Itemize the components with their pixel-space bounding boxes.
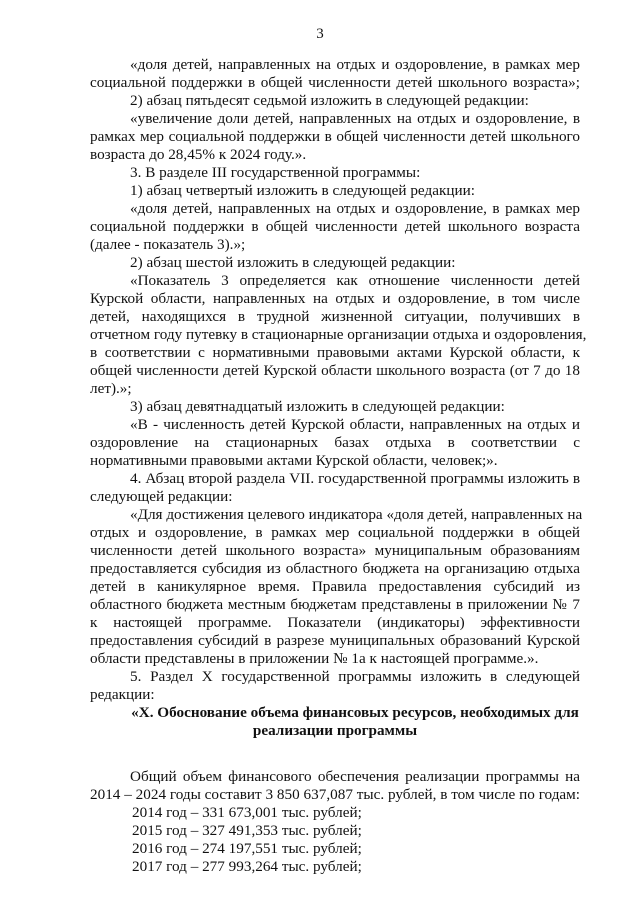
text-line: 2) абзац шестой изложить в следующей редакции: — [130, 254, 456, 271]
text-line: предоставляется субсидия из областного бюджета на организацию отдыха — [90, 560, 580, 577]
text-line: 3. В разделе III государственной программы: — [130, 164, 421, 181]
text-line: рамках мер социальной поддержки в общей численности детей школьного — [90, 128, 580, 145]
text-line: отчетном году путевку в стационарные организации отдыха и оздоровления, — [90, 326, 587, 343]
text-line: 2) абзац пятьдесят седьмой изложить в следующей редакции: — [130, 92, 529, 109]
text-line: 3) абзац девятнадцатый изложить в следующей редакции: — [130, 398, 505, 415]
text-line: области представлены в приложении № 1а к настоящей программе.». — [90, 650, 539, 667]
text-line: численности детей школьного возраста» муниципальным образованиям — [90, 542, 580, 559]
text-line: социальной поддержки в общей численности детей школьного возраста — [90, 218, 580, 235]
text-line: Общий объем финансового обеспечения реализации программы на — [130, 768, 580, 785]
text-line: в соответствии с нормативными правовыми актами Курской области, к — [90, 344, 580, 361]
text-line: Курской области, направленных на отдых и оздоровление, в том числе — [90, 290, 580, 307]
text-line: к настоящей программе. Показатели (индикаторы) эффективности — [90, 614, 580, 631]
yearly-financing-list — [90, 804, 580, 876]
text-line: общей численности детей Курской области школьного возраста (от 7 до 18 — [90, 362, 580, 379]
text-line: отдых и оздоровление, в рамках мер социальной поддержки в общей — [90, 524, 580, 541]
spacer — [90, 740, 580, 768]
text-line: нормативными правовыми актами Курской области, человек;». — [90, 452, 498, 469]
text-line: следующей редакции: — [90, 488, 233, 505]
page-number: 3 — [316, 26, 324, 42]
text-line: «доля детей, направленных на отдых и оздоровление, в рамках мер — [130, 200, 580, 217]
text-line: 5. Раздел X государственной программы изложить в следующей — [130, 668, 580, 685]
text-line: социальной поддержки в общей численности детей школьного возраста»; — [90, 74, 580, 91]
text-line: «Для достижения целевого индикатора «доля детей, направленных на — [130, 506, 583, 523]
text-line: детей в каникулярное время. Правила предоставления субсидий из — [90, 578, 580, 595]
text-line: «В - численность детей Курской области, направленных на отдых и — [130, 416, 580, 433]
text-line: «Показатель 3 определяется как отношение численности детей — [130, 272, 580, 289]
year-financing-item: 2014 год – 331 673,001 тыс. рублей; — [132, 804, 362, 821]
year-financing-item: 2015 год – 327 491,353 тыс. рублей; — [132, 822, 362, 839]
text-line: «доля детей, направленных на отдых и оздоровление, в рамках мер — [130, 56, 580, 73]
section-heading — [90, 704, 580, 740]
heading-line: реализации программы — [252, 722, 418, 739]
document-body — [90, 56, 587, 876]
amendment-text — [90, 56, 587, 704]
text-line: 1) абзац четвертый изложить в следующей редакции: — [130, 182, 475, 199]
heading-line: «X. Обоснование объема финансовых ресурсов, необходимых для — [131, 704, 579, 721]
text-line: (далее - показатель 3).»; — [90, 236, 246, 253]
text-line: предоставления субсидий в разрезе муниципальных образований Курской — [90, 632, 580, 649]
year-financing-item: 2016 год – 274 197,551 тыс. рублей; — [132, 840, 362, 857]
text-line: «увеличение доли детей, направленных на отдых и оздоровление, в — [130, 110, 580, 127]
text-line: оздоровление на стационарных базах отдыха в соответствии с — [90, 434, 580, 451]
text-line: лет).»; — [90, 380, 132, 397]
financing-paragraph — [90, 768, 580, 804]
text-line: областного бюджета местным бюджетам представлены в приложении № 7 — [90, 596, 580, 613]
text-line: детей, находящихся в трудной жизненной ситуации, получивших в — [90, 308, 580, 325]
text-line: 2014 – 2024 годы составит 3 850 637,087 тыс. рублей, в том числе по годам: — [90, 786, 580, 803]
year-financing-item: 2017 год – 277 993,264 тыс. рублей; — [132, 858, 362, 875]
text-line: возраста до 28,45% к 2024 году.». — [90, 146, 307, 163]
text-line: редакции: — [90, 686, 155, 703]
text-line: 4. Абзац второй раздела VII. государственной программы изложить в — [130, 470, 580, 487]
